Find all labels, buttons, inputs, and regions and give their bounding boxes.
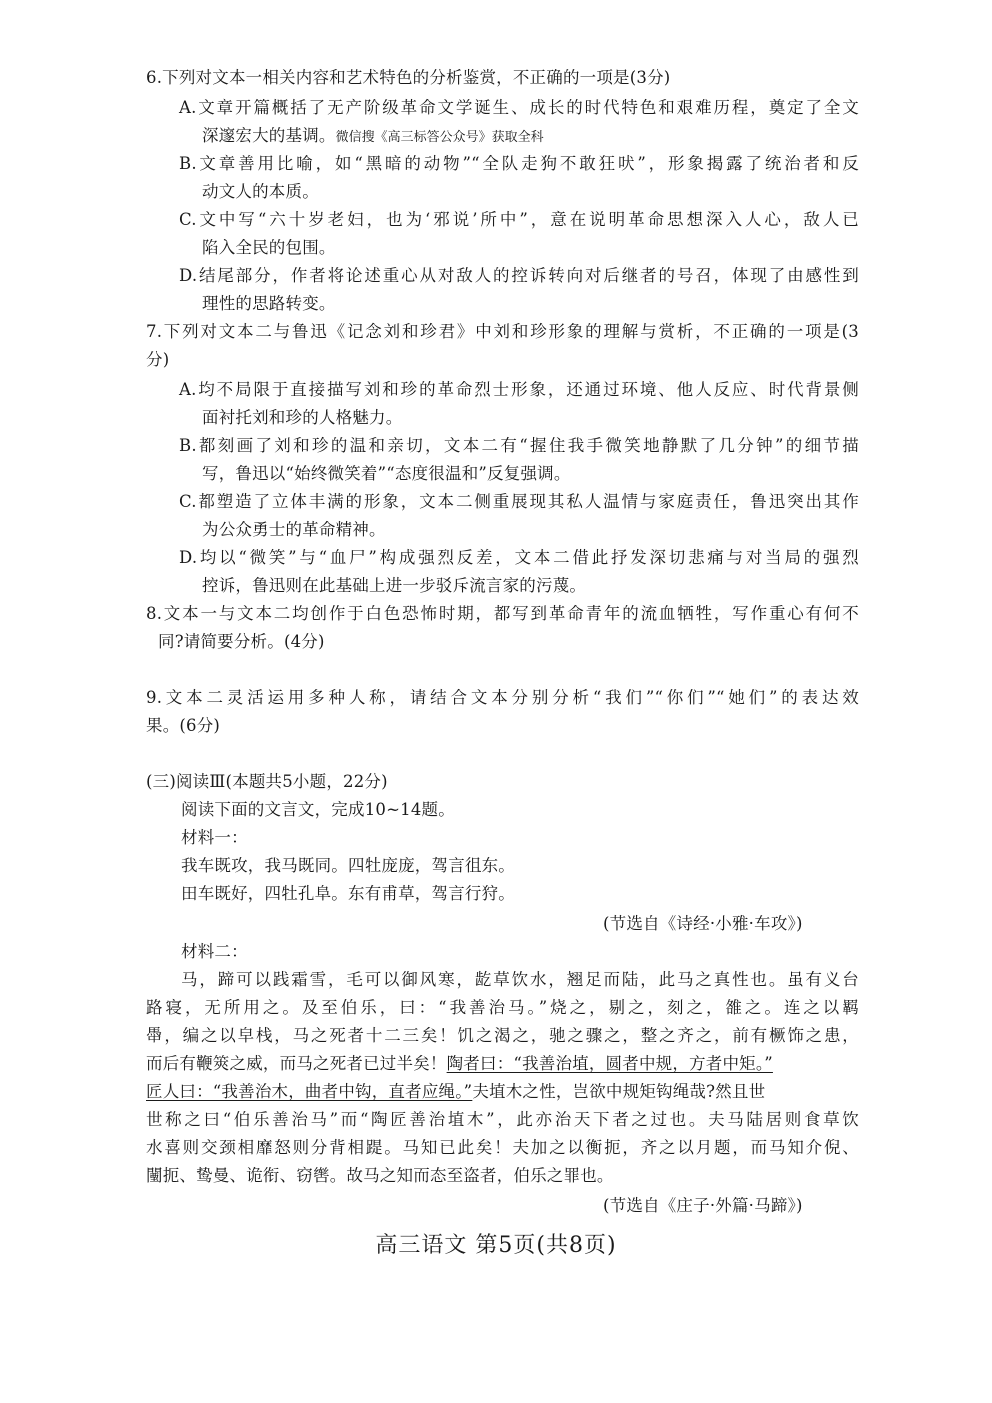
- q8-line2: 同?请简要分析。(4分): [158, 632, 325, 651]
- material2-line5-underlined: 匠人曰：“我善治木，曲者中钩，直者应绳。”: [146, 1082, 473, 1101]
- q6-option-a-line1: A.文章开篇概括了无产阶级革命文学诞生、成长的时代特色和艰难历程，奠定了全文: [179, 98, 859, 117]
- q7-option-a-line2: 面衬托刘和珍的人格魅力。: [202, 408, 403, 427]
- material1-label: 材料一：: [181, 828, 248, 847]
- q7-option-b-line2: 写，鲁迅以“始终微笑着”“态度很温和”反复强调。: [202, 464, 571, 483]
- q6-option-c-line2: 陷入全民的包围。: [202, 238, 336, 257]
- material2-line4: [146, 1053, 773, 1075]
- material1-line1: 我车既攻，我马既同。四牡庞庞，驾言徂东。: [181, 856, 515, 875]
- q6-option-a-line2: [202, 125, 544, 149]
- q9-line1: 9.文本二灵活运用多种人称，请结合文本分别分析“我们”“你们”“她们”的表达效: [146, 688, 859, 707]
- material2-line7: 水喜则交颈相靡怒则分背相踶。马知已此矣！夫加之以衡扼，齐之以月题，而马知介倪、: [146, 1138, 859, 1157]
- q7-option-b-line1: B.都刻画了刘和珍的温和亲切，文本二有“握住我手微笑地静默了几分钟”的细节描: [179, 436, 859, 455]
- q7-option-d-line2: 控诉，鲁迅则在此基础上进一步驳斥流言家的污蔑。: [202, 576, 587, 595]
- material2-line5: [146, 1081, 765, 1103]
- q8-line1: 8.文本一与文本二均创作于白色恐怖时期，都写到革命青年的流血牺牲，写作重心有何不: [146, 604, 859, 623]
- section3-instruction: 阅读下面的文言文，完成10~14题。: [181, 800, 455, 819]
- material2-line4-underlined: 陶者曰：“我善治埴，圆者中规，方者中矩。”: [446, 1054, 773, 1073]
- material2-line4-text: 而后有鞭筴之威，而马之死者已过半矣！: [146, 1054, 447, 1073]
- q7-option-c-line2: 为公众勇士的革命精神。: [202, 520, 386, 539]
- material2-line6: 世称之曰“伯乐善治马”而“陶匠善治埴木”，此亦治天下者之过也。夫马陆居则食草饮: [146, 1110, 859, 1129]
- page-footer: 高三语文 第5页(共8页): [375, 1233, 617, 1258]
- material2-line2: 路寝，无所用之。及至伯乐，曰：“我善治马。”烧之，剔之，刻之，雒之。连之以羁: [146, 998, 859, 1017]
- q6-option-d-line2: 理性的思路转变。: [202, 294, 336, 313]
- material1-line2: 田车既好，四牡孔阜。东有甫草，驾言行狩。: [181, 884, 515, 903]
- q7-option-a-line1: A.均不局限于直接描写刘和珍的革命烈士形象，还通过环境、他人反应、时代背景侧: [179, 380, 859, 399]
- material1-source: (节选自《诗经·小雅·车攻》): [603, 914, 803, 933]
- material2-source: (节选自《庄子·外篇·马蹄》): [603, 1196, 803, 1215]
- q7-stem-line1: 7.下列对文本二与鲁迅《记念刘和珍君》中刘和珍形象的理解与赏析，不正确的一项是(3: [146, 322, 859, 341]
- q6-option-d-line1: D.结尾部分，作者将论述重心从对敌人的控诉转向对后继者的号召，体现了由感性到: [179, 266, 859, 285]
- material2-line1: 马，蹄可以践霜雪，毛可以御风寒，龁草饮水，翘足而陆，此马之真性也。虽有义台: [181, 970, 859, 989]
- material2-label: 材料二：: [181, 942, 248, 961]
- q6-option-b-line1: B.文章善用比喻，如“黑暗的动物”“全队走狗不敢狂吠”，形象揭露了统治者和反: [179, 154, 859, 173]
- q7-stem-line2: 分): [146, 350, 170, 369]
- q6-option-a-text: 深邃宏大的基调。: [202, 126, 336, 145]
- material2-line8: 闉扼、鸷曼、诡衔、窃辔。故马之知而态至盗者，伯乐之罪也。: [146, 1166, 614, 1185]
- watermark-note: 微信搜《高三标答公众号》获取全科: [335, 130, 544, 145]
- material2-line3: 馽，编之以皁栈，马之死者十二三矣！饥之渴之，驰之骤之，整之齐之，前有橛饰之患，: [146, 1026, 859, 1045]
- q7-option-c-line1: C.都塑造了立体丰满的形象，文本二侧重展现其私人温情与家庭责任，鲁迅突出其作: [179, 492, 859, 511]
- q6-option-c-line1: C.文中写“六十岁老妇，也为‘邪说’所中”，意在说明革命思想深入人心，敌人已: [179, 210, 859, 229]
- q9-line2: 果。(6分): [146, 716, 221, 735]
- material2-line5-text: 夫埴木之性，岂欲中规矩钩绳哉?然且世: [472, 1082, 766, 1101]
- q7-option-d-line1: D.均以“微笑”与“血尸”构成强烈反差，文本二借此抒发深切悲痛与对当局的强烈: [179, 548, 859, 567]
- section3-heading: (三)阅读Ⅲ(本题共5小题，22分): [146, 772, 388, 791]
- q6-option-b-line2: 动文人的本质。: [202, 182, 319, 201]
- q6-stem: 6.下列对文本一相关内容和艺术特色的分析鉴赏，不正确的一项是(3分): [146, 68, 671, 87]
